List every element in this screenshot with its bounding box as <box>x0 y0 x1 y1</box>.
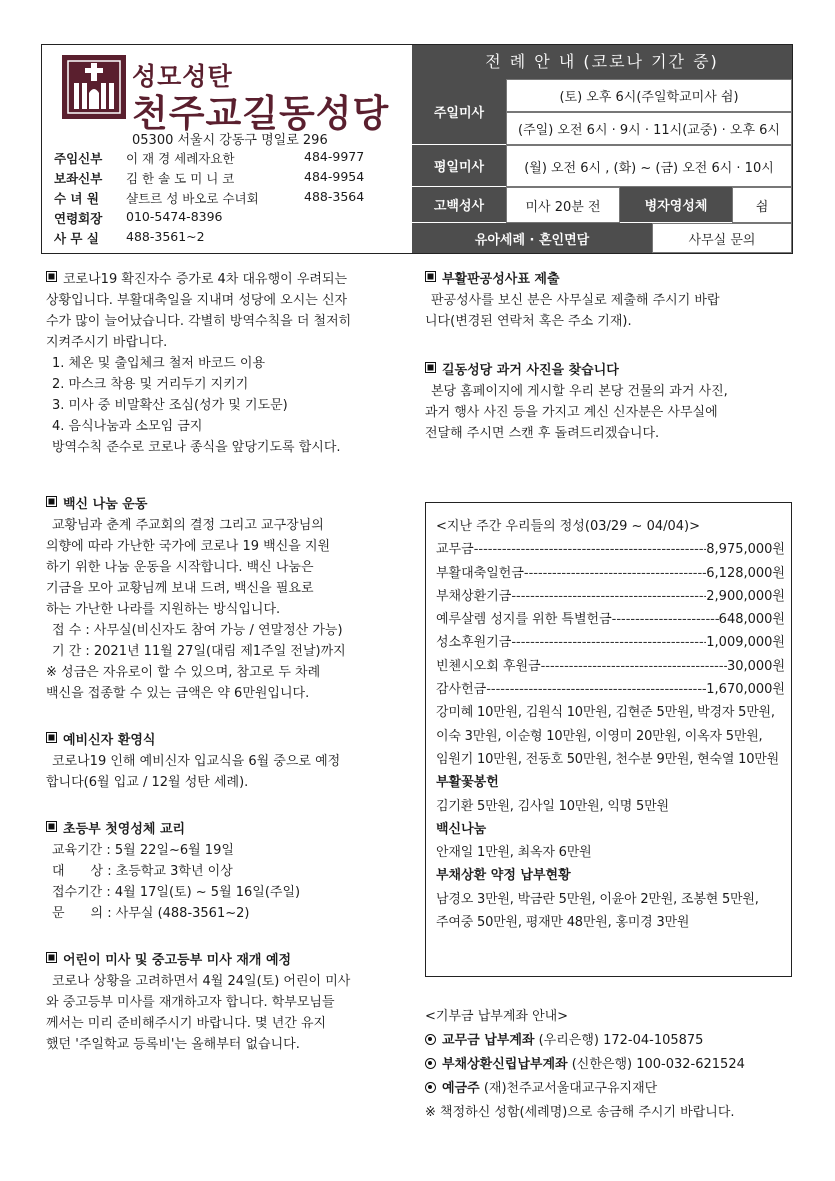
debt-names: 남경오 3만원, 박금란 5만원, 이윤아 2만원, 조봉현 5만원, <box>436 891 759 907</box>
vaccine-line: 하는 가난한 나라를 지원하는 방식입니다. <box>46 602 281 617</box>
staff-role: 보좌신부 <box>54 171 103 186</box>
youth-mass-line: 와 중고등부 미사를 재개하고자 합니다. 학부모님들 <box>46 995 335 1010</box>
sunday-mass-label: 주일미사 <box>412 79 506 145</box>
staff-role: 연령회장 <box>54 211 103 226</box>
schedule-title: 전 례 안 내 (코로나 기간 중) <box>412 45 792 79</box>
vaccine-line: 의향에 따라 가난한 국가에 코로나 19 백신을 지원 <box>46 539 331 554</box>
donor-names: 강미혜 10만원, 김원식 10만원, 김현준 5만원, 박경자 5만원, <box>436 705 775 721</box>
debt-names: 주여중 50만원, 평재만 48만원, 홍미경 3만원 <box>436 915 690 931</box>
easter-section-title: 부활판공성사표 제출 <box>425 269 792 290</box>
vaccine-reception: 접 수 : 사무실(비신자도 참여 가능 / 연말정산 가능) <box>52 623 343 638</box>
covid-line: 수가 많이 늘어났습니다. 각별히 방역수칙을 더 철저히 <box>46 314 352 329</box>
mass-schedule <box>412 45 792 253</box>
accounts-note: ※ 책정하신 성함(세례명)으로 송금해 주시기 바랍니다. <box>425 1105 735 1120</box>
sunday-mass-saturday: (토) 오후 6시(주일학교미사 쉼) <box>506 79 792 112</box>
vaccine-line: 기금을 모아 교황님께 보내 드려, 백신을 필요로 <box>46 581 314 596</box>
circle-bullet-icon <box>425 1058 436 1069</box>
left-column <box>46 269 402 1055</box>
covid-closing: 방역수칙 준수로 코로나 종식을 앞당기도록 합시다. <box>52 440 341 455</box>
vaccine-section-title: 백신 나눔 운동 <box>46 494 402 515</box>
staff-tel: 488-3564 <box>304 189 365 204</box>
staff-name: 샬트르 성 바오로 수녀회 <box>126 191 259 206</box>
communion-line: 교육기간 : 5월 22일~6월 19일 <box>52 843 234 858</box>
weekday-mass-time: (월) 오전 6시 , (화) ~ (금) 오전 6시 · 10시 <box>506 145 792 187</box>
donations-title: <지난 주간 우리들의 정성(03/29 ~ 04/04)> <box>436 519 700 534</box>
youth-mass-line: 했던 '주일학교 등록비'는 올해부터 없습니다. <box>46 1037 300 1052</box>
communion-line: 접수기간 : 4월 17일(토) ~ 5월 16일(주일) <box>52 885 301 900</box>
staff-role: 수 녀 원 <box>54 191 99 206</box>
circle-bullet-icon <box>425 1082 436 1093</box>
photos-line: 본당 홈페이지에 게시할 우리 본당 건물의 과거 사진, <box>431 384 728 399</box>
covid-notice <box>46 269 402 290</box>
covid-title: 코로나19 확진자수 증가로 4차 대유행이 우려되는 <box>63 272 348 287</box>
staff-tel: 484-9977 <box>304 149 365 164</box>
vaccine-donation-label: 백신나눔 <box>436 821 487 837</box>
donation-row: 예루살렘 성지를 위한 특별헌금 ----- 648,000원 <box>436 608 785 631</box>
sick-communion-value: 쉼 <box>732 187 792 223</box>
baptism-label: 유아세례 · 혼인면담 <box>412 223 652 253</box>
staff-role: 사 무 실 <box>54 231 99 246</box>
covid-line: 상황입니다. 부활대축일을 지내며 성당에 오시는 신자 <box>46 293 348 308</box>
vaccine-donation-names: 안재일 1만원, 최옥자 6만원 <box>436 845 592 861</box>
circle-bullet-icon <box>425 1034 436 1045</box>
donation-row: 감사헌금 ----- 1,670,000원 <box>436 678 785 701</box>
covid-item: 2. 마스크 착용 및 거리두기 지키기 <box>52 377 249 392</box>
square-bullet-icon <box>46 271 57 282</box>
donations-box <box>425 502 792 977</box>
flowers-names: 김기환 5만원, 김사일 10만원, 익명 5만원 <box>436 798 669 814</box>
donation-row: 교무금 ----- 8,975,000원 <box>436 538 785 561</box>
communion-line: 문 의 : 사무실 (488-3561~2) <box>52 906 250 921</box>
flowers-label: 부활꽃봉헌 <box>436 775 499 791</box>
photos-line: 과거 행사 사진 등을 가지고 계신 신자분은 사무실에 <box>425 405 718 420</box>
vaccine-note: 백신을 접종할 수 있는 금액은 약 6만원입니다. <box>46 686 310 701</box>
debt-label: 부채상환 약정 납부현황 <box>436 868 571 884</box>
account-item: 교무금 납부계좌 (우리은행) 172-04-105875 <box>425 1029 745 1053</box>
communion-section-title: 초등부 첫영성체 교리 <box>46 819 402 840</box>
baptism-value: 사무실 문의 <box>652 223 792 253</box>
easter-line: 니다(변경된 연락처 혹은 주소 기재). <box>425 314 632 329</box>
staff-name: 010-5474-8396 <box>126 209 223 224</box>
donation-row: 성소후원기금 ----- 1,009,000원 <box>436 631 785 654</box>
vaccine-line: 하기 위한 나눔 운동을 시작합니다. 백신 나눔은 <box>46 560 314 575</box>
catechumen-line: 합니다(6월 입교 / 12월 성탄 세례). <box>46 775 249 790</box>
vaccine-line: 교황님과 춘계 주교회의 결정 그리고 교구장님의 <box>52 518 324 533</box>
square-bullet-icon <box>425 362 436 373</box>
communion-line: 대 상 : 초등학교 3학년 이상 <box>52 864 233 879</box>
square-bullet-icon <box>46 821 57 832</box>
donation-row: 부채상환기금 ----- 2,900,000원 <box>436 585 785 608</box>
vaccine-period: 기 간 : 2021년 11월 27일(대림 제1주일 전날)까지 <box>52 644 346 659</box>
donor-names: 임원기 10만원, 전동호 50만원, 천수분 9만원, 현숙열 10만원 <box>436 751 779 767</box>
catechumen-line: 코로나19 인해 예비신자 입교식을 6월 중으로 예정 <box>52 754 341 769</box>
parish-subtitle: 성모성탄 <box>132 62 233 91</box>
accounts-section <box>425 1005 745 1125</box>
confession-label: 고백성사 <box>412 187 506 223</box>
donation-row: 빈첸시오회 후원금 ----- 30,000원 <box>436 655 785 678</box>
staff-name: 이 재 경 세례자요한 <box>126 151 235 166</box>
donor-names: 이숙 3만원, 이순형 10만원, 이영미 20만원, 이옥자 5만원, <box>436 728 763 744</box>
parish-name: 천주교길동성당 <box>132 92 390 135</box>
confession-time: 미사 20분 전 <box>506 187 620 223</box>
right-column-top <box>425 269 792 444</box>
vaccine-note: ※ 성금은 자유로이 할 수 있으며, 참고로 두 차례 <box>46 665 321 680</box>
accounts-title: <기부금 납부계좌 안내> <box>425 1009 569 1024</box>
square-bullet-icon <box>46 732 57 743</box>
catechumen-section-title: 예비신자 환영식 <box>46 730 402 751</box>
staff-name: 488-3561~2 <box>126 229 205 244</box>
parish-address: 05300 서울시 강동구 명일로 296 <box>132 133 328 148</box>
parish-info <box>42 45 413 253</box>
bulletin-header <box>41 44 793 254</box>
sunday-mass-sunday: (주일) 오전 6시 · 9시 · 11시(교중) · 오후 6시 <box>506 112 792 145</box>
square-bullet-icon <box>425 271 436 282</box>
covid-item: 4. 음식나눔과 소모임 금지 <box>52 419 203 434</box>
staff-name: 김 한 솔 도 미 니 코 <box>126 171 235 186</box>
photos-section-title: 길동성당 과거 사진을 찾습니다 <box>425 360 792 381</box>
square-bullet-icon <box>46 496 57 507</box>
square-bullet-icon <box>46 952 57 963</box>
staff-role: 주임신부 <box>54 151 103 166</box>
covid-item: 3. 미사 중 비말확산 조심(성가 및 기도문) <box>52 398 288 413</box>
easter-line: 판공성사를 보신 분은 사무실로 제출해 주시기 바랍 <box>431 293 720 308</box>
weekday-mass-label: 평일미사 <box>412 145 506 187</box>
photos-line: 전달해 주시면 스캔 후 돌려드리겠습니다. <box>425 426 660 441</box>
donation-row: 부활대축일헌금 ----- 6,128,000원 <box>436 562 785 585</box>
covid-item: 1. 체온 및 출입체크 철저 바코드 이용 <box>52 356 266 371</box>
account-item: 부채상환신립납부계좌 (신한은행) 100-032-621524 <box>425 1053 745 1077</box>
youth-mass-line: 께서는 미리 준비해주시기 바랍니다. 몇 년간 유지 <box>46 1016 327 1031</box>
account-item: 예금주 (재)천주교서울대교구유지재단 <box>425 1077 745 1101</box>
youth-mass-section-title: 어린이 미사 및 중고등부 미사 재개 예정 <box>46 950 402 971</box>
staff-tel: 484-9954 <box>304 169 365 184</box>
covid-line: 지켜주시기 바랍니다. <box>46 335 168 350</box>
youth-mass-line: 코로나 상황을 고려하면서 4월 24일(토) 어린이 미사 <box>52 974 351 989</box>
sick-communion-label: 병자영성체 <box>620 187 732 223</box>
church-logo-icon <box>62 55 126 119</box>
